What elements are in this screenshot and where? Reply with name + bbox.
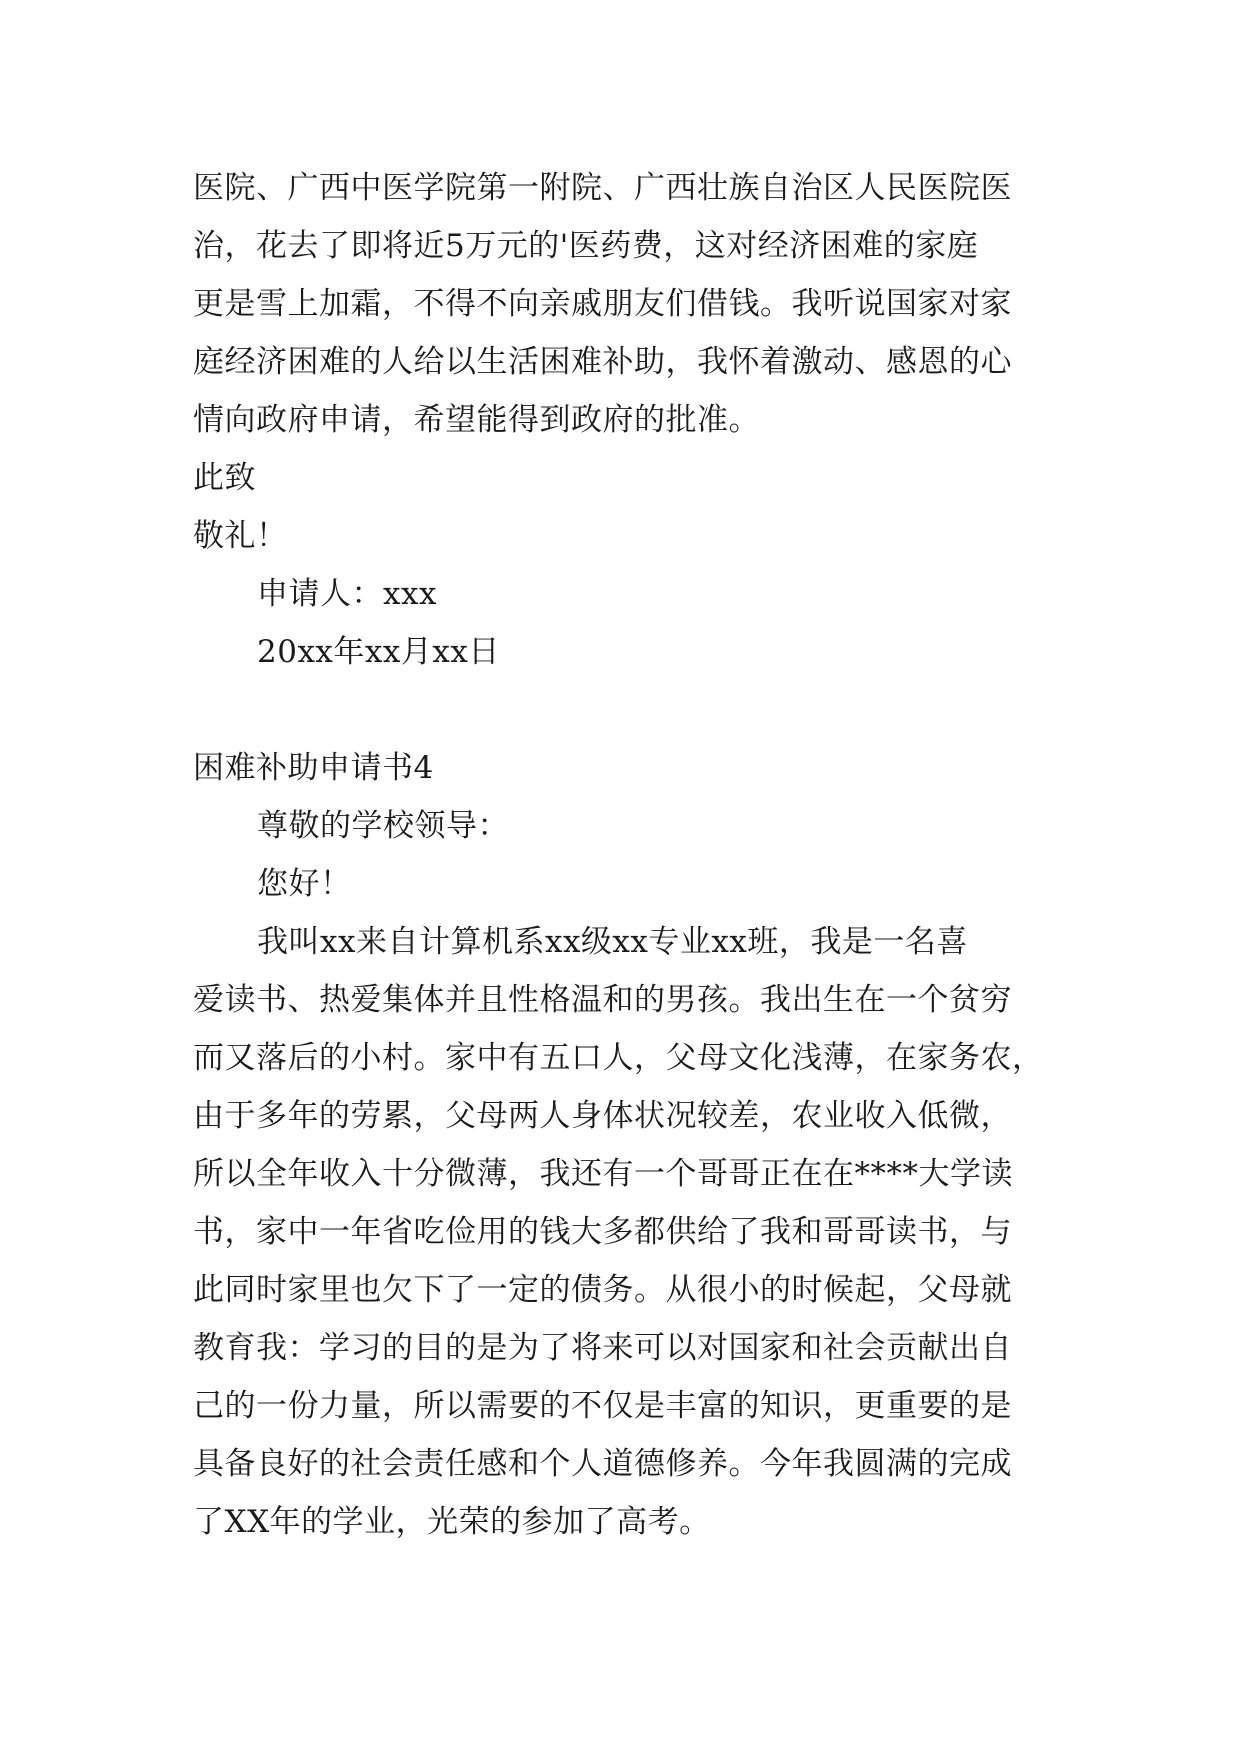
letter-line-9: 己的一份力量，所以需要的不仅是丰富的知识，更重要的是 — [193, 1388, 1012, 1424]
letter-line-11: 了XX年的学业，光荣的参加了高考。 — [193, 1504, 711, 1540]
closing-jing-li: 敬礼！ — [193, 518, 288, 554]
letter-line-7: 此同时家里也欠下了一定的债务。从很小的时候起，父母就 — [193, 1272, 1012, 1308]
section-title: 困难补助申请书4 — [193, 750, 434, 786]
body-line-4: 庭经济困难的人给以生活困难补助，我怀着激动、感恩的心 — [193, 344, 1012, 380]
body-line-2: 治，花去了即将近5万元的'医药费，这对经济困难的家庭 — [193, 228, 979, 264]
greeting: 您好！ — [257, 866, 352, 902]
letter-line-5: 所以全年收入十分微薄，我还有一个哥哥正在在****大学读 — [193, 1156, 1013, 1192]
body-line-1: 医院、广西中医学院第一附院、广西壮族自治区人民医院医 — [193, 170, 1012, 206]
letter-line-1: 我叫xx来自计算机系xx级xx专业xx班，我是一名喜 — [257, 924, 968, 960]
closing-ci-zhi: 此致 — [193, 460, 256, 496]
body-line-3: 更是雪上加霜，不得不向亲戚朋友们借钱。我听说国家对家 — [193, 286, 1012, 322]
letter-line-6: 书，家中一年省吃俭用的钱大多都供给了我和哥哥读书，与 — [193, 1214, 1012, 1250]
letter-line-4: 由于多年的劳累，父母两人身体状况较差，农业收入低微， — [193, 1098, 1012, 1134]
signature-date: 20xx年xx月xx日 — [257, 634, 500, 670]
letter-line-3: 而又落后的小村。家中有五口人，父母文化浅薄，在家务农， — [193, 1040, 1044, 1076]
letter-line-8: 教育我：学习的目的是为了将来可以对国家和社会贡献出自 — [193, 1330, 1012, 1366]
letter-line-2: 爱读书、热爱集体并且性格温和的男孩。我出生在一个贫穷 — [193, 982, 1012, 1018]
applicant-signature: 申请人：xxx — [257, 576, 437, 612]
body-line-5: 情向政府申请，希望能得到政府的批准。 — [193, 402, 760, 438]
letter-line-10: 具备良好的社会责任感和个人道德修养。今年我圆满的完成 — [193, 1446, 1012, 1482]
salutation: 尊敬的学校领导： — [257, 808, 509, 844]
